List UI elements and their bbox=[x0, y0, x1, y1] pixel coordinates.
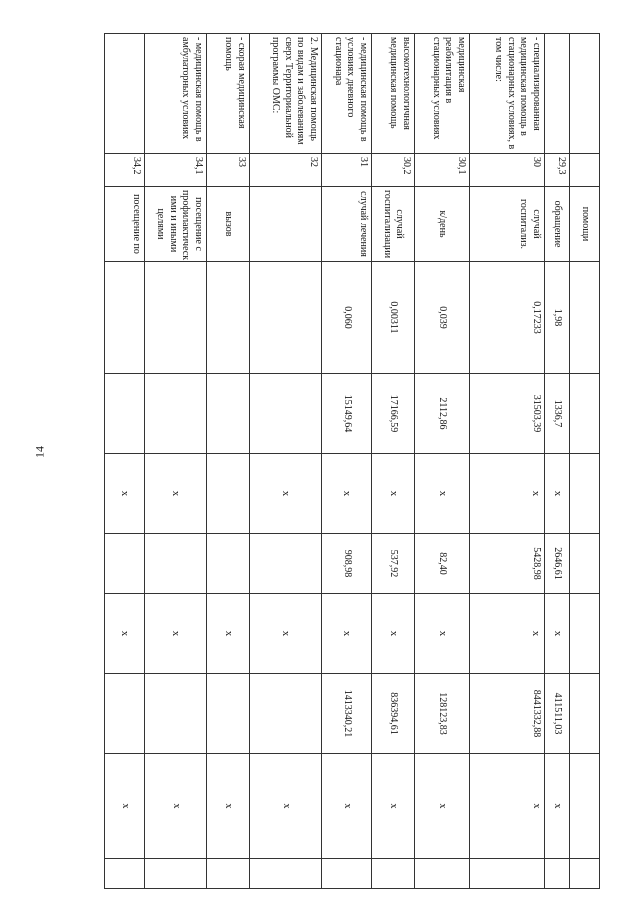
row-number: 33 bbox=[207, 154, 250, 187]
row-cell bbox=[207, 534, 250, 594]
rotated-table-container bbox=[105, 33, 600, 888]
row-cell: x bbox=[470, 594, 545, 674]
row-name: - скорая медицинская помощь bbox=[207, 34, 250, 154]
row-cell bbox=[207, 674, 250, 754]
row-number: 30,1 bbox=[415, 154, 470, 187]
row-cell: x bbox=[545, 754, 570, 859]
row-unit: случай госпитализ. bbox=[470, 187, 545, 262]
header-cell-unit: помощи bbox=[570, 187, 600, 262]
row-norm bbox=[207, 262, 250, 374]
row-cell: 2646,61 bbox=[545, 534, 570, 594]
header-row bbox=[570, 34, 600, 889]
row-cell: x bbox=[145, 454, 207, 534]
table-row bbox=[105, 34, 145, 889]
row-cell: x bbox=[322, 594, 372, 674]
row-cell bbox=[250, 534, 322, 594]
row-cost: 17166,59 bbox=[372, 374, 415, 454]
row-cell: 128123,83 bbox=[415, 674, 470, 754]
page-number: 14 bbox=[32, 446, 47, 458]
row-cost: 31503,39 bbox=[470, 374, 545, 454]
row-norm: 0,039 bbox=[415, 262, 470, 374]
row-number: 30,2 bbox=[372, 154, 415, 187]
row-norm: 0,060 bbox=[322, 262, 372, 374]
row-cost: 2112,86 bbox=[415, 374, 470, 454]
row-cell: 1413340,21 bbox=[322, 674, 372, 754]
row-unit bbox=[250, 187, 322, 262]
row-cell bbox=[145, 534, 207, 594]
row-cell: 836394,61 bbox=[372, 674, 415, 754]
row-number: 34,1 bbox=[145, 154, 207, 187]
row-cost: 1336,7 bbox=[545, 374, 570, 454]
row-cell: 908,98 bbox=[322, 534, 372, 594]
row-cell: x bbox=[250, 594, 322, 674]
row-cell: x bbox=[470, 454, 545, 534]
row-cell bbox=[105, 674, 145, 754]
row-cost: 15149,64 bbox=[322, 374, 372, 454]
row-unit: случай госпитализации bbox=[372, 187, 415, 262]
row-cell: x bbox=[545, 594, 570, 674]
row-cell: 82,40 bbox=[415, 534, 470, 594]
table-row bbox=[415, 34, 470, 889]
row-cell: x bbox=[415, 754, 470, 859]
row-cell: x bbox=[250, 454, 322, 534]
row-name: - специализированная медицинская помощь в стационарных условиях, в том числе: bbox=[470, 34, 545, 154]
row-cell: x bbox=[372, 594, 415, 674]
row-cell: x bbox=[105, 594, 145, 674]
row-unit: обращение bbox=[545, 187, 570, 262]
row-cost bbox=[105, 374, 145, 454]
row-number: 32 bbox=[250, 154, 322, 187]
row-norm: 0,17233 bbox=[470, 262, 545, 374]
row-cell bbox=[105, 534, 145, 594]
row-name bbox=[105, 34, 145, 154]
row-name: 2. Медицинская помощь по видам и заболеваниям сверх Территориальной программы ОМС: bbox=[250, 34, 322, 154]
row-cell: x bbox=[322, 754, 372, 859]
row-number: 31 bbox=[322, 154, 372, 187]
row-cell: x bbox=[250, 754, 322, 859]
row-cell bbox=[250, 674, 322, 754]
row-name: высокотехнологичная медицинская помощь bbox=[372, 34, 415, 154]
row-unit: к/день bbox=[415, 187, 470, 262]
row-number: 29,3 bbox=[545, 154, 570, 187]
row-name: - медицинская помощь в условиях дневного стационара bbox=[322, 34, 372, 154]
header-cell-row-no bbox=[570, 154, 600, 187]
row-cost bbox=[207, 374, 250, 454]
row-norm: 0,00311 bbox=[372, 262, 415, 374]
table-row bbox=[545, 34, 570, 889]
row-cell: 537,92 bbox=[372, 534, 415, 594]
row-cell: x bbox=[372, 754, 415, 859]
row-cell: x bbox=[470, 754, 545, 859]
row-name bbox=[545, 34, 570, 154]
row-cell: x bbox=[105, 454, 145, 534]
row-cell: 8441332,88 bbox=[470, 674, 545, 754]
row-cell bbox=[145, 674, 207, 754]
table-row bbox=[145, 34, 207, 889]
table-row bbox=[372, 34, 415, 889]
header-cell-name bbox=[570, 34, 600, 154]
row-cell: x bbox=[545, 454, 570, 534]
row-name: медицинская реабилитация в стационарных условиях bbox=[415, 34, 470, 154]
row-norm bbox=[105, 262, 145, 374]
row-cell: x bbox=[145, 754, 207, 859]
row-cell: x bbox=[207, 594, 250, 674]
table-row bbox=[322, 34, 372, 889]
row-cell: x bbox=[207, 754, 250, 859]
row-norm: 1,98 bbox=[545, 262, 570, 374]
table-row bbox=[207, 34, 250, 889]
row-cell: x bbox=[372, 454, 415, 534]
row-cell: x bbox=[145, 594, 207, 674]
row-unit: посещение с профилактическ ими и иными целями bbox=[145, 187, 207, 262]
row-cell: x bbox=[322, 454, 372, 534]
medical-care-table bbox=[104, 33, 600, 889]
table-row bbox=[470, 34, 545, 889]
row-cell: 411511,03 bbox=[545, 674, 570, 754]
row-cell: x bbox=[415, 454, 470, 534]
table-row bbox=[250, 34, 322, 889]
row-number: 34,2 bbox=[105, 154, 145, 187]
row-unit: посещение по bbox=[105, 187, 145, 262]
row-name: - медицинская помощь в амбулаторных условиях bbox=[145, 34, 207, 154]
row-unit: случай лечения bbox=[322, 187, 372, 262]
row-number: 30 bbox=[470, 154, 545, 187]
row-cost bbox=[250, 374, 322, 454]
row-cell: x bbox=[415, 594, 470, 674]
row-cell: x bbox=[105, 754, 145, 859]
row-cell: 5428,98 bbox=[470, 534, 545, 594]
row-unit: вызов bbox=[207, 187, 250, 262]
row-norm bbox=[250, 262, 322, 374]
row-cell bbox=[207, 454, 250, 534]
row-cost bbox=[145, 374, 207, 454]
row-norm bbox=[145, 262, 207, 374]
